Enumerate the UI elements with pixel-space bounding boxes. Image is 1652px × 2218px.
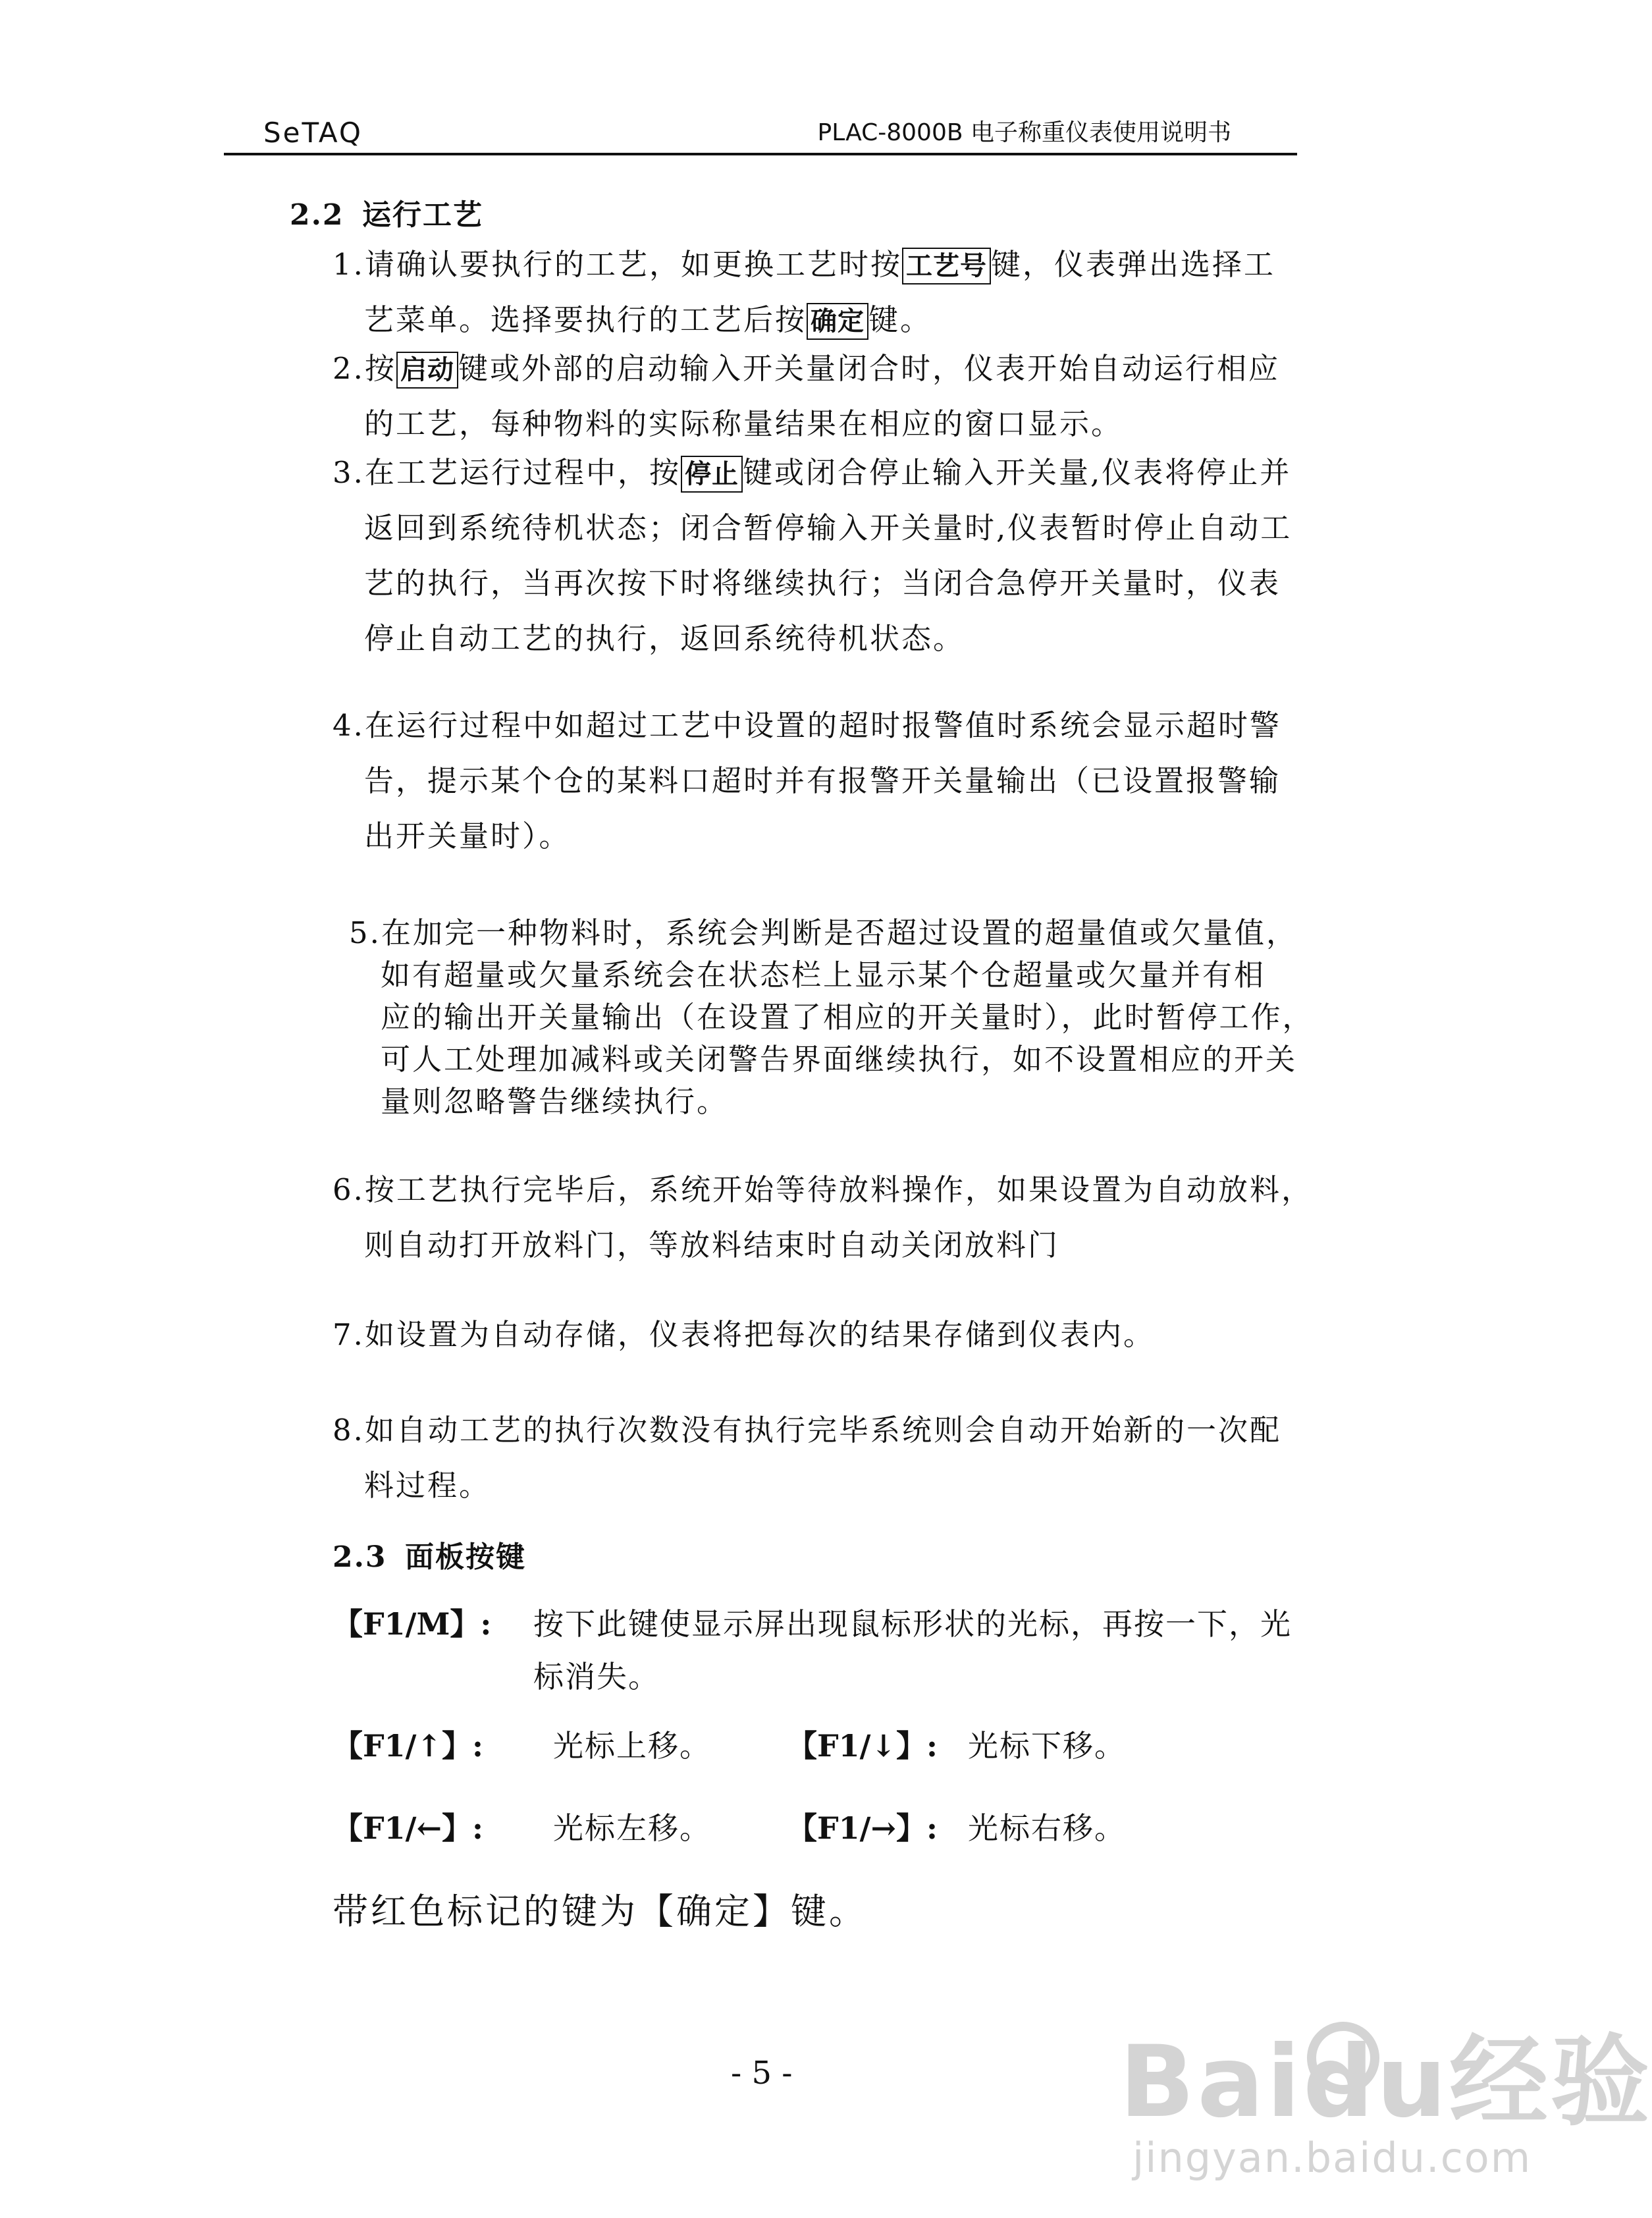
key-f1m-row: [333, 1600, 491, 1644]
item-text: 艺菜单。选择要执行的工艺后按: [364, 302, 807, 337]
item-line: [333, 237, 1275, 292]
confirm-key: 确定: [807, 303, 868, 340]
item-number: 1.: [333, 247, 365, 282]
stop-key: 停止: [681, 456, 743, 493]
item-number: 5.: [349, 915, 381, 950]
key-f1m-description-cont: [533, 1653, 660, 1696]
section-2-2-heading: [290, 191, 483, 233]
item-text: 键或外部的启动输入开关量闭合时，仪表开始自动运行相应: [458, 351, 1280, 386]
section-title: 面板按键: [405, 1540, 526, 1574]
key-up-label: 【F1/↑】:: [333, 1728, 483, 1764]
item-text: 键。: [868, 302, 932, 337]
start-key: 启动: [396, 352, 458, 389]
item-text: 如设置为自动存储，仪表将把每次的结果存储到仪表内。: [364, 1317, 1155, 1352]
item-text: 如自动工艺的执行次数没有执行完毕系统则会自动开始新的一次配: [364, 1413, 1281, 1447]
item-line: 返回到系统待机状态；闭合暂停输入开关量时,仪表暂时停止自动工: [364, 510, 1292, 545]
document-title: PLAC-8000B 电子称重仪表使用说明书: [817, 119, 1231, 146]
key-left-label: 【F1/←】:: [333, 1810, 483, 1846]
list-item-2: [333, 341, 1280, 452]
item-text: 键，仪表弹出选择工: [990, 247, 1275, 282]
item-text: 按工艺执行完毕后，系统开始等待放料操作，如果设置为自动放料，: [364, 1172, 1313, 1207]
key-down-description: 光标下移。: [968, 1728, 1126, 1764]
section-title: 运行工艺: [362, 198, 483, 232]
confirm-key-note: 带红色标记的键为【确定】键。: [333, 1891, 867, 1932]
key-up-description: 光标上移。: [553, 1728, 711, 1764]
item-number: 4.: [333, 708, 365, 743]
item-line: 量则忽略警告继续执行。: [381, 1084, 729, 1119]
item-text: 在工艺运行过程中，按: [364, 455, 681, 490]
item-line: 应的输出开关量输出（在设置了相应的开关量时），此时暂停工作，: [381, 1000, 1314, 1035]
process-number-key: 工艺号: [902, 248, 991, 284]
item-line: [349, 912, 1314, 954]
item-line: 停止自动工艺的执行，返回系统待机状态。: [364, 621, 965, 656]
item-text: 请确认要执行的工艺，如更换工艺时按: [364, 247, 902, 282]
list-item-3: [333, 445, 1292, 666]
item-line: 料过程。: [364, 1468, 491, 1503]
key-f1m-description: [533, 1600, 1292, 1644]
section-number: 2.3: [333, 1540, 387, 1574]
page-header: [224, 111, 1297, 155]
item-line: 则自动打开放料门，等放料结束时自动关闭放料门: [364, 1228, 1060, 1262]
item-text: 在运行过程中如超过工艺中设置的超时报警值时系统会显示超时警: [364, 708, 1281, 743]
item-line: [333, 292, 1275, 348]
list-item-7: [333, 1307, 1155, 1363]
key-right-description: 光标右移。: [968, 1810, 1126, 1846]
list-item-6: [333, 1162, 1313, 1273]
watermark-url: jingyan.baidu.com: [1132, 2134, 1532, 2182]
key-left-row: [333, 1804, 483, 1848]
watermark-paw-icon: [1307, 2022, 1379, 2094]
item-line: 可人工处理加减料或关闭警告界面继续执行，如不设置相应的开关: [381, 1042, 1298, 1077]
item-number: 3.: [333, 455, 365, 490]
item-text: 键或闭合停止输入开关量,仪表将停止并: [742, 455, 1292, 490]
key-up-row: [333, 1722, 483, 1766]
item-text: 在加完一种物料时，系统会判断是否超过设置的超量值或欠量值，: [381, 915, 1298, 950]
key-f1m-label: 【F1/M】:: [333, 1606, 492, 1642]
key-down-row: [787, 1722, 938, 1766]
item-line: [333, 445, 1292, 500]
list-item-1: [333, 237, 1275, 348]
item-line: 告，提示某个仓的某料口超时并有报警开关量输出（已设置报警输: [364, 763, 1281, 798]
item-line: 的工艺，每种物料的实际称量结果在相应的窗口显示。: [364, 406, 1123, 441]
item-line: [333, 1307, 1155, 1363]
description-text: 标消失。: [533, 1659, 660, 1694]
key-right-row: [787, 1804, 938, 1848]
list-item-5: [349, 912, 1314, 1123]
item-line: 艺的执行，当再次按下时将继续执行；当闭合急停开关量时，仪表: [364, 566, 1281, 601]
list-item-8: [333, 1403, 1281, 1513]
item-line: [333, 341, 1280, 396]
description-text: 按下此键使显示屏出现鼠标形状的光标，再按一下，光: [533, 1606, 1292, 1642]
item-number: 7.: [333, 1317, 365, 1352]
page-number: - 5 -: [731, 2055, 793, 2092]
item-line: 如有超量或欠量系统会在状态栏上显示某个仓超量或欠量并有相: [381, 958, 1266, 992]
section-number: 2.2: [290, 198, 344, 232]
item-number: 6.: [333, 1172, 365, 1207]
watermark-logo: Baidu经验: [1119, 2025, 1652, 2140]
item-line: [333, 1162, 1313, 1218]
item-number: 2.: [333, 351, 365, 386]
key-left-description: 光标左移。: [553, 1810, 711, 1846]
item-line: [333, 1403, 1281, 1458]
item-text: 按: [364, 351, 396, 386]
section-2-3-heading: [333, 1533, 526, 1575]
brand-name: SeTAQ: [263, 117, 363, 149]
item-line: [333, 698, 1281, 753]
item-number: 8.: [333, 1413, 365, 1447]
key-down-label: 【F1/↓】:: [787, 1728, 938, 1764]
key-right-label: 【F1/→】:: [787, 1810, 938, 1846]
list-item-4: [333, 698, 1281, 864]
item-line: 出开关量时）。: [364, 819, 571, 853]
